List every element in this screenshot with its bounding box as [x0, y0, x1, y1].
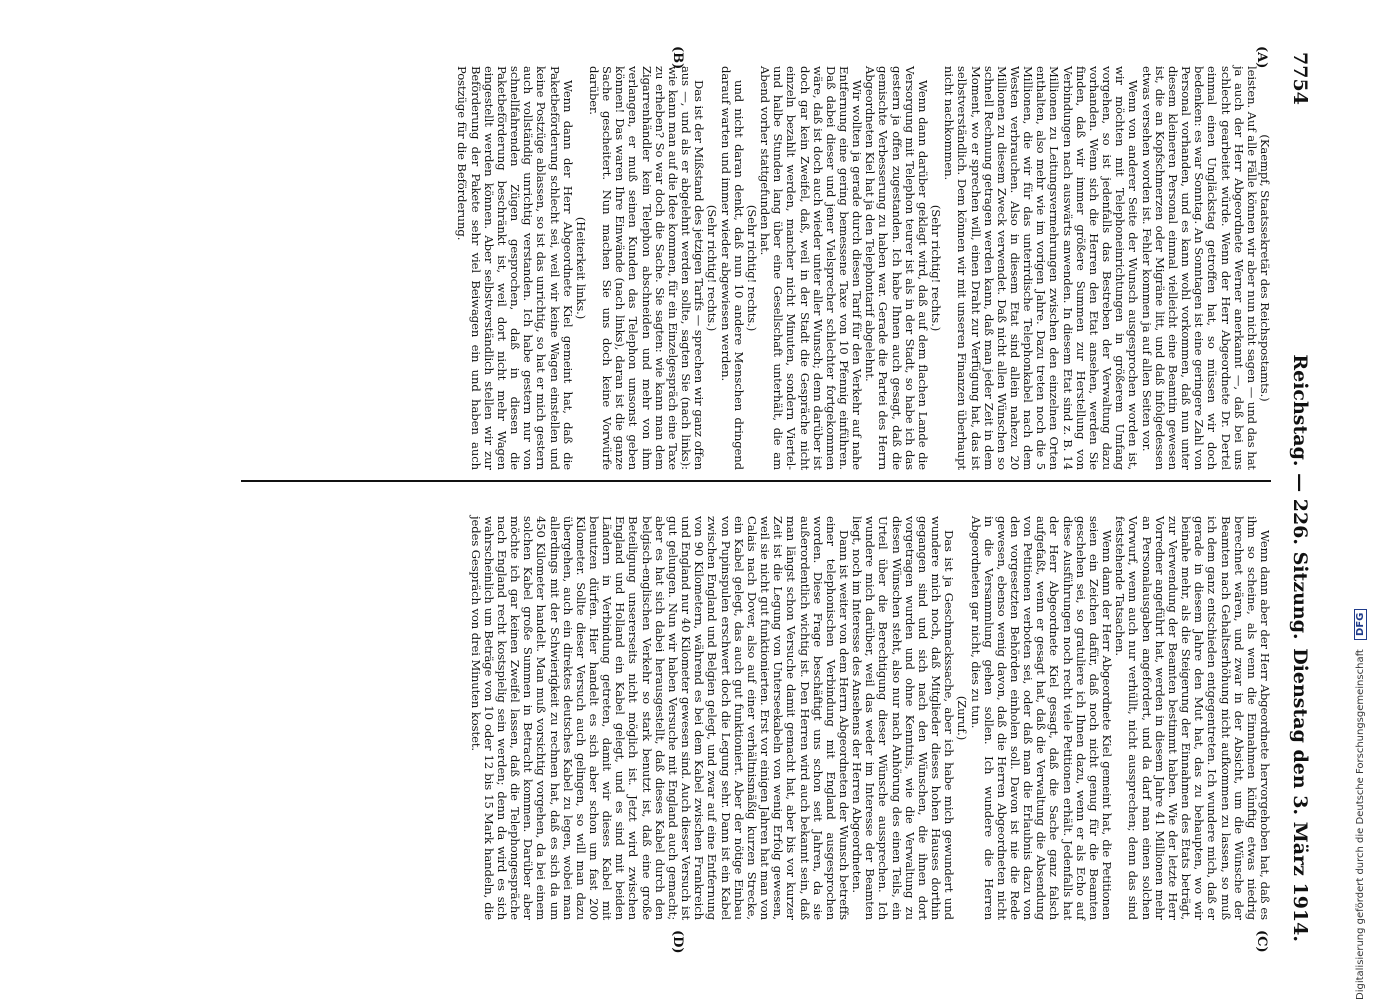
paragraph: Wenn dann darüber geklagt wird, daß auf dem flachen Lande die Versorgung mit Telephon teurer ist als in der Stadt, so habe ich das gestern ja offen zugestanden. Ich habe Ihnen auch gesagt, daß die gemischte Verbesserung zu haben war. Gerade die Partei des Herrn Abgeordneten Kiel hat ja den Telephontarif abgelehnt.: [863, 66, 930, 470]
paragraph: Das ist der Mißstand des jetzigen Tarifs — sprechen wir ganz offen aus —, und als er abgelehnt werden sollte, sagten Sie (nach links): wie kann man auf die Idee kommen, für ein Einzelgespräch eine Taxe zu erheben? So war doch die Sache. Sie sagten: wie kann man dem Zigarrenhändler kein Telephon abschneiden und mehr von ihm verlangen, er muß seinen Kunden das Telephon umsonst geben können! Das waren Ihre Einwände (nach links), daran ist die ganze Sache gescheitert. Nun machen Sie uns doch keine Vorwürfe darüber.: [587, 66, 707, 470]
margin-marker-c: (C): [1254, 930, 1269, 953]
margin-marker-a: (A): [1254, 46, 1269, 69]
margin-marker-d: (D): [670, 930, 685, 954]
right-text-column: [468, 516, 1271, 920]
interjection: (Zuruf.): [955, 695, 970, 741]
paragraph: Dann ist weiter von dem Herrn Abgeordneten der Wunsch betreffs einer telephonischen Verbindung mit England ausgesprochen worden. Diese Frage beschäftigt uns schon seit Jahren, da sie außerordentlich wichtig ist. Den Herren wird auch bekannt sein, daß man längst schon Versuche damit gemacht hat, aber bis vor kurzer Zeit ist die Legung von Unterseekabeln von wenig Erfolg gewesen, weil sie nicht gut funktionierten. Erst vor einigen Jahren hat man von Calais nach Dover, also auf einer verhältnismäßig kurzen Strecke, ein Kabel gelegt, das auch gut funktioniert. Aber der nötige Einbau von Pupinspulen erschwert doch die Legung sehr. Dann ist ein Kabel zwischen England und Belgien gelegt, und zwar auf eine Entfernung von 90 Kilometern, während es bei dem Kabel zwischen Frankreich und England nur 40 Kilometer gewesen sind. Auch dieser Versuch ist gut gelungen. Nun wir haben Versuche mit England auch gemacht; aber es hat sich dabei herausgestellt, daß dieses Kabel durch den belgisch-englischen Verkehr so stark benutzt ist, daß eine große Beteiligung unsererseits nicht möglich ist. Jetzt wird zwischen England und Holland ein Kabel gelegt, und es sind mit beiden Ländern in Verbindung getreten, damit wir dieses Kabel mit benutzen dürfen. Hier handelt es sich aber schon um fast 200 Kilometer. Sollte dieser Versuch auch gelingen, so will man dazu übergehen, auch ein direktes deutsches Kabel zu legen, wobei man allerdings mit der Schwierigkeit zu rechnen hat, daß es sich da um 450 Kilometer handelt. Man muß vorsichtig vorgehen, da bei einem solchen Kabel große Summen in Betracht kommen. Darüber aber möchte ich gar keinen Zweifel lassen, daß die Telephongespräche nach England recht kostspielig sein werden; denn da wird es sich wahrscheinlich um Beträge von 10 oder 12 bis 15 Mark handeln, die jedes Gespräch von drei Minuten kostet.: [468, 516, 851, 920]
interjection: (Sehr richtig! rechts.): [929, 204, 944, 332]
paragraph: leisten. Auf alle Fälle können wir aber nun nicht sagen — und das hat ja auch der Herr Abgeordnete Werner anerkannt —, daß bei uns schlecht gearbeitet würde. Wenn der Herr Abgeordnete Dr. Dertel einmal einen Ungläckstag getroffen hat, so müssen wir doch bedenken: es war Sonntag. An Sonntagen ist eine geringere Zahl von Personal vorhanden, und es kann wohl vorkommen, daß nun unter diesem kleineren Personal einmal vielleicht eine Beamtin gewesen ist, die an Kopfschmerzen oder Migräne litt, und daß infolgedessen etwas versehen worden ist. Fehler kommen ja auf allen Seiten vor.: [1139, 66, 1259, 470]
paragraph: Wenn von anderer Seite der Wunsch ausgesprochen worden ist, wir möchten mit Telephoneinrichtungen in größerem Umfang vorgehen, so ist jedenfalls das Bestreben der Verwaltung dazu vorhanden. Wenn sich die Herren den Etat ansehen, werden Sie finden, daß wir immer größere Summen zur Herstellung von Verbindungen nach auswärts anwenden. In diesem Etat sind z. B. 14 Millionen zu Leitungsvermehrungen zwischen den einzelnen Orten enthalten, also mehr wie im vorigen Jahre. Dazu treten noch die 5 Millionen, die wir für das unterirdische Telephonkabel nach dem Westen verbrauchen. Also in diesem Etat sind allein nahezu 20 Millionen zu diesem Zweck verwendet. Daß nicht allen Wünschen so schnell Rechnung getragen werden kann, daß man jeder Zeit in dem Moment, wo er sprechen will, einen Draht zur Verfügung hat, das ist selbstverständlich. Dem können wir mit unseren Finanzen überhaupt nicht nachkommen.: [942, 66, 1141, 470]
paragraph: Das ist ja Geschmackssache, aber ich habe mich gewundert und wundere mich noch, daß Mitglieder dieses hohen Hauses dorthin gegangen sind und sich nach den Wünschen, die ihnen dort vorgetragen wurden und ohne Kenntnis, wie die Verwaltung zu diesen Wünschen steht, also nur nach Anhörung des einen Teils, ein Urteil über die Berechtigung dieser Wünsche aussprechen. Ich wundere mich darüber, weil das weder im Interesse der Beamten liegt, noch im Interesse des Ansehens der Herren Abgeordneten.: [850, 516, 957, 920]
paragraph: Wenn dann aber der Herr Abgeordnete hervorgehoben hat, daß es ihm so scheine, als wenn die Einnahmen künftig etwas niedrig berechnet wären, und zwar in der Absicht, um die Wünsche der Beamten nach Gehaltserhöhung nicht aufkommen zu lassen, so muß ich dem ganz entschieden entgegentreten. Ich wundere mich, daß er gerade in diesem Jahre den Mut hat, das zu behaupten, wo wir beinahe mehr, als die Steigerung der Einnahmen des Etats beträgt, zur Verwendung der Beamten bestimmt haben. Wie der letzte Herr Vorredner angeführt hat, werden in diesem Jahre 41 Millionen mehr an Personalausgaben angefordert, und da darf man einen solchen Vorwurf, wenn auch nur verhüllt, nicht aussprechen; denn das sind feststehende Tatsachen.: [1113, 516, 1272, 920]
paragraph: und nicht daran denkt, daß nun 10 andere Menschen dringend darauf warten und immer wieder abgewiesen werden.: [718, 66, 746, 470]
interjection: (Sehr richtig! rechts.): [744, 204, 759, 332]
page-header: [1283, 52, 1313, 942]
paragraph: Wenn dann der Herr Abgeordnete Kiel gemeint hat, daß die Paketbeförderung schlecht sei, weil wir keine Wagen einstellen und keine Postzüge ablassen, so ist das unrichtig, so hat er mich gestern auch vollständig unrichtig verstanden. Ich habe gestern nur von schnellfahrenden Zügen gesprochen, daß in diesen die Paketbeförderung beschränkt ist, weil dort nicht mehr Wagen eingestellt werden können. Aber selbstverständlich stellen wir zur Beförderung der Pakete sehr viel Beiwagen ein und haben auch Postzüge für die Beförderung.: [455, 66, 575, 470]
column-divider: [241, 480, 1271, 482]
margin-marker-b: (B): [670, 46, 685, 70]
document-page: [45, 0, 1335, 1000]
session-date: Dienstag den 3. März 1914.: [1289, 648, 1311, 942]
paragraph: Wir wollten ja gerade durch diesen Tarif für den Verkehr auf nahe Entfernung eine gering bemessene Taxe von 10 Pfennig einführen. Daß dabei dieser und jener Vielsprecher schlechter fortgekommen wäre, daß ist doch auch wieder unter aller Wunsch; denn darüber ist doch gar kein Zweifel, daß, weil in der Stadt die Gespräche nicht einzeln bezahlt werden, mancher nicht Minuten, sondern Viertel- und halbe Stunden lang über eine Gesellschaft unterhält, die am Abend vorher stattgefunden hat.: [758, 66, 865, 470]
interjection: (Heiterkeit links.): [573, 216, 588, 320]
footer-text: Digitalisierung gefördert durch die Deutsche Forschungsgemeinschaft: [1355, 649, 1366, 1000]
footer-credit: [1354, 0, 1376, 1000]
page-number: 7754: [1289, 52, 1311, 105]
interjection: (Kaempf, Staatssekretär des Reichspostamts.): [1258, 134, 1272, 402]
page-title: Reichstag. — 226. Sitzung.: [1289, 354, 1311, 640]
dfg-logo: DFG: [1354, 609, 1367, 640]
left-text-column: [455, 66, 1271, 470]
paragraph: Wenn dann der Herr Abgeordnete Kiel gemeint hat, die Petitionen seien ein Zeichen dafür, daß noch nicht genug für die Beamten geschehen sei, so gratuliere ich Ihnen dazu, wenn er als Echo auf diese Ausführungen noch recht viele Petitionen erhält. Jedenfalls hat der Herr Abgeordnete Kiel gesagt, daß die Sache ganz falsch aufgefaßt, wenn er gesagt hat, daß die Verwaltung die Absendung von Petitionen verboten sei, oder daß man die Erlaubnis dazu von den vorgesetzten Behörden einholen soll. Davon ist nie die Rede gewesen, ebenso wenig davon, daß die Herren Abgeordneten nicht in die Versammlung gehen sollen. Ich wundere die Herren Abgeordneten gar nicht, dies zu tun.: [968, 516, 1115, 920]
interjection: (Sehr richtig! rechts.): [705, 204, 720, 332]
